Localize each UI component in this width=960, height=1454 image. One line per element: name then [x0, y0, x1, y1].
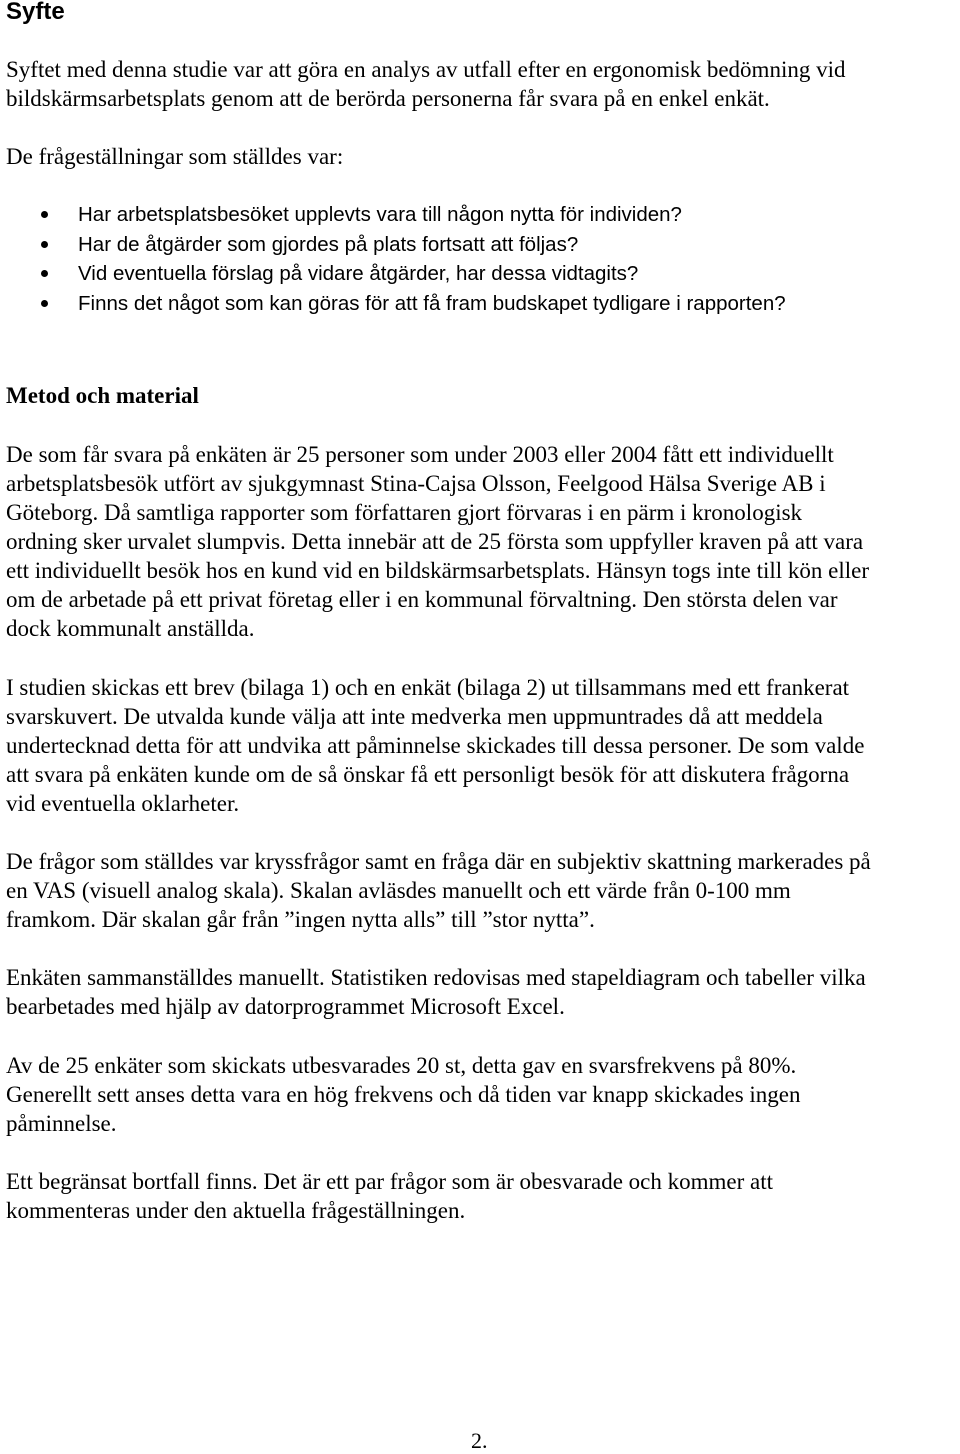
text-line: De som får svara på enkäten är 25 personer som under 2003 eller 2004 fått ett individuellt	[6, 442, 834, 467]
section-heading-metod: Metod och material	[6, 383, 199, 408]
questions-intro: De frågeställningar som ställdes var:	[6, 144, 344, 169]
text-line: påminnelse.	[6, 1111, 117, 1136]
bullet-icon	[41, 241, 48, 248]
text-line: framkom. Där skalan går från ”ingen nytta alls” till ”stor nytta”.	[6, 907, 595, 932]
text-line: svarskuvert. De utvalda kunde välja att inte medverka men uppmuntrades då att meddela	[6, 704, 823, 729]
bullet-icon	[41, 211, 48, 218]
list-item	[0, 200, 786, 230]
section-heading-syfte: Syfte	[6, 0, 65, 25]
metod-paragraph-2	[6, 673, 956, 818]
text-line: I studien skickas ett brev (bilaga 1) och en enkät (bilaga 2) ut tillsammans med ett frankerat	[6, 675, 850, 700]
list-item	[0, 230, 786, 260]
text-line: om de arbetade på ett privat företag eller i en kommunal förvaltning. Den största delen var	[6, 587, 838, 612]
metod-paragraph-4	[6, 963, 956, 1021]
metod-paragraph-3	[6, 847, 956, 934]
metod-paragraph-1	[6, 440, 956, 643]
text-line: ordning sker urvalet slumpvis. Detta innebär att de 25 första som uppfyller kraven på att vara	[6, 529, 864, 554]
text-line: arbetsplatsbesök utfört av sjukgymnast Stina-Cajsa Olsson, Feelgood Hälsa Sverige AB i	[6, 471, 826, 496]
page-number: 2.	[471, 1428, 488, 1453]
text-line: undertecknad detta för att undvika att påminnelse skickades till dessa personer. De som valde	[6, 733, 865, 758]
text-line: dock kommunalt anställda.	[6, 616, 255, 641]
text-line: kommenteras under den aktuella frågeställningen.	[6, 1198, 466, 1223]
text-line: De frågor som ställdes var kryssfrågor samt en fråga där en subjektiv skattning markerades på	[6, 849, 871, 874]
question-text: Vid eventuella förslag på vidare åtgärder, har dessa vidtagits?	[78, 262, 639, 285]
text-line: Ett begränsat bortfall finns. Det är ett par frågor som är obesvarade och kommer att	[6, 1169, 774, 1194]
text-line: bearbetades med hjälp av datorprogrammet Microsoft Excel.	[6, 994, 565, 1019]
text-line: en VAS (visuell analog skala). Skalan avläsdes manuellt och ett värde från 0-100 mm	[6, 878, 791, 903]
metod-paragraph-5	[6, 1051, 956, 1138]
questions-list	[0, 200, 786, 318]
text-line: Syftet med denna studie var att göra en analys av utfall efter en ergonomisk bedömning vid	[6, 57, 846, 82]
list-item	[0, 259, 786, 289]
text-line: Generellt sett anses detta vara en hög frekvens och då tiden var knapp skickades ingen	[6, 1082, 801, 1107]
question-text: Finns det något som kan göras för att få fram budskapet tydligare i rapporten?	[78, 291, 786, 315]
metod-paragraph-6	[6, 1167, 956, 1225]
text-line: Enkäten sammanställdes manuellt. Statistiken redovisas med stapeldiagram och tabeller vilka	[6, 965, 866, 990]
question-text: Har arbetsplatsbesöket upplevts vara till någon nytta för individen?	[78, 203, 682, 226]
text-line: vid eventuella oklarheter.	[6, 791, 240, 816]
text-line: Av de 25 enkäter som skickats utbesvarades 20 st, detta gav en svarsfrekvens på 80%.	[6, 1053, 797, 1078]
syfte-intro-paragraph	[6, 55, 956, 113]
bullet-icon	[41, 270, 48, 277]
list-item	[0, 289, 786, 319]
text-line: bildskärmsarbetsplats genom att de berörda personerna får svara på en enkel enkät.	[6, 86, 770, 111]
text-line: Göteborg. Då samtliga rapporter som författaren gjort förvaras i en pärm i kronologisk	[6, 500, 803, 525]
text-line: att svara på enkäten kunde om de så önskar få ett personligt besök för att diskutera frågorna	[6, 762, 850, 787]
bullet-icon	[41, 300, 48, 307]
question-text: Har de åtgärder som gjordes på plats fortsatt att följas?	[78, 232, 579, 256]
text-line: ett individuellt besök hos en kund vid en bildskärmsarbetsplats. Hänsyn togs inte till kön eller	[6, 558, 870, 583]
